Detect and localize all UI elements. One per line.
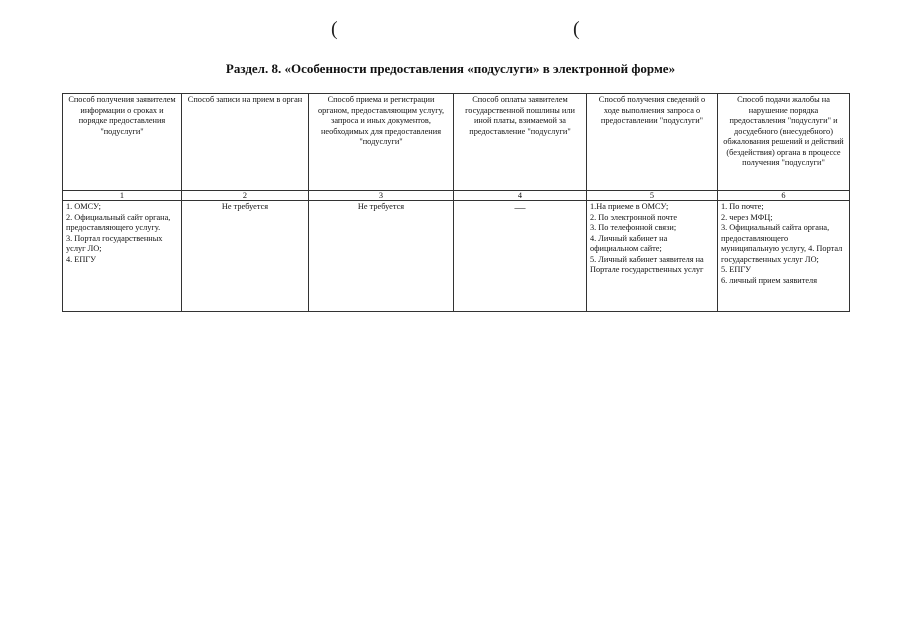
header-reception-method: Способ приема и регистрации органом, предоставляющим услугу, запроса и иных документов, необходимых для предоставления "подуслуги" xyxy=(309,94,454,191)
list-item: 1. ОМСУ; xyxy=(66,202,101,211)
list-item: 1.На приеме в ОМСУ; xyxy=(590,202,669,211)
appointment-method-cell: Не требуется xyxy=(182,201,309,312)
list-item: 4. Личный кабинет на официальном сайте; xyxy=(590,233,668,253)
info-method-cell xyxy=(63,201,182,312)
header-status-method: Способ получения сведений о ходе выполнения запроса о предоставлении "подуслуги" xyxy=(587,94,718,191)
list-item: 2. через МФЦ; xyxy=(721,212,773,222)
list-item: 2. Официальный сайт органа, предоставляющего услугу. xyxy=(66,212,171,232)
table-body-row xyxy=(63,201,850,312)
left-parenthesis-mark: ( xyxy=(331,18,338,40)
section-heading: Раздел. 8. «Особенности предоставления «подуслуги» в электронной форме» xyxy=(225,61,676,76)
column-number: 4 xyxy=(454,191,587,201)
table-header-row xyxy=(63,94,850,191)
list-item: 3. По телефонной связи; xyxy=(590,223,677,232)
list-item: 1. По почте; xyxy=(721,202,764,211)
list-item: 3. Портал государственных услуг ЛО; xyxy=(66,233,163,253)
column-number: 1 xyxy=(63,191,182,201)
list-item: 2. По электронной почте xyxy=(590,212,678,222)
header-info-method: Способ получения заявителем информации о сроках и порядке предоставления "подуслуги" xyxy=(63,94,182,191)
header-payment-method: Способ оплаты заявителем государственной пошлины или иной платы, взимаемой за предоставление "подуслуги" xyxy=(454,94,587,191)
list-item: 5. ЕПГУ xyxy=(721,265,752,274)
header-complaint-method: Способ подачи жалобы на нарушение порядка предоставления "подуслуги" и досудебного (внесудебного) обжалования решений и действий (бездействия) органа в процессе получения "подуслуги" xyxy=(718,94,850,191)
complaint-method-cell xyxy=(718,201,850,312)
status-method-cell xyxy=(587,201,718,312)
reception-method-cell: Не требуется xyxy=(309,201,454,312)
column-number: 3 xyxy=(309,191,454,201)
list-item: 5. Личный кабинет заявителя на Портале государственных услуг xyxy=(590,254,704,274)
list-item: 4. ЕПГУ xyxy=(66,254,97,264)
column-number: 5 xyxy=(587,191,718,201)
column-number: 6 xyxy=(718,191,850,201)
empty-dash: — xyxy=(514,202,526,214)
column-number: 2 xyxy=(182,191,309,201)
services-table xyxy=(62,93,850,312)
list-item: 6. личный прием заявителя xyxy=(721,275,818,285)
column-number-row xyxy=(63,191,850,201)
payment-method-cell xyxy=(454,201,587,312)
list-item: 3. Официальный сайта органа, предоставляющего муниципальную услугу, 4. Портал государственных услуг ЛО; xyxy=(721,223,843,264)
header-appointment-method: Способ записи на прием в орган xyxy=(182,94,309,191)
right-parenthesis-mark: ( xyxy=(573,18,580,40)
